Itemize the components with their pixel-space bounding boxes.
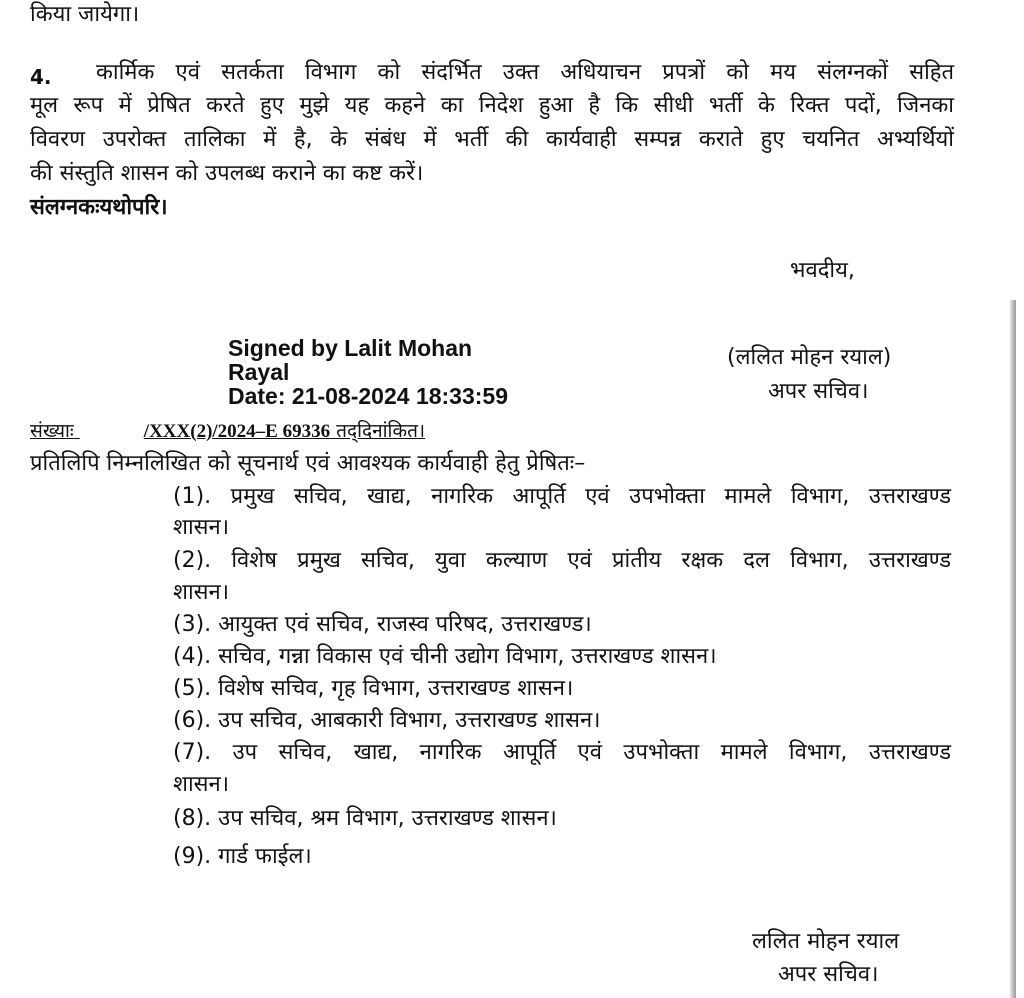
- reference-suffix: तद्‌दिनांकित।: [336, 420, 426, 442]
- reference-label: संख्याः: [30, 420, 74, 442]
- closing-salutation: भवदीय,: [790, 258, 855, 283]
- continuation-line: किया जायेगा।: [30, 2, 140, 27]
- enclosure-note: संलग्नकःयथोपरि।: [30, 195, 168, 220]
- signatory-name: (ललित मोहन रयाल): [727, 345, 892, 370]
- list-item: (6). उप सचिव, आबकारी विभाग, उत्तराखण्ड शासन।: [173, 708, 601, 733]
- list-item: (5). विशेष सचिव, गृह विभाग, उत्तराखण्ड शासन।: [173, 676, 574, 701]
- list-item-continuation: शासन।: [173, 515, 230, 540]
- signature-date: Date: 21-08-2024 18:33:59: [228, 383, 509, 409]
- signature-line: Rayal: [228, 359, 290, 385]
- list-item: (1). प्रमुख सचिव, खाद्य, नागरिक आपूर्ति एवं उपभोक्ता मामले विभाग, उत्तराखण्ड: [173, 484, 951, 509]
- reference-code: /XXX(2)/2024–E 69336: [143, 421, 331, 442]
- bottom-signatory-name: ललित मोहन रयाल: [752, 929, 900, 954]
- list-item: (7). उप सचिव, खाद्य, नागरिक आपूर्ति एवं उपभोक्ता मामले विभाग, उत्तराखण्ड: [173, 740, 951, 765]
- list-item-continuation: शासन।: [173, 580, 230, 605]
- bottom-signatory-designation: अपर सचिव।: [778, 962, 879, 987]
- list-item: (3). आयुक्त एवं सचिव, राजस्व परिषद, उत्तराखण्ड।: [173, 612, 592, 637]
- digital-signature-block: [228, 336, 508, 408]
- copy-intro: प्रतिलिपि निम्नलिखित को सूचनार्थ एवं आवश्यक कार्यवाही हेतु प्रेषितः–: [30, 451, 586, 476]
- signature-line: Signed by Lalit Mohan: [228, 335, 473, 361]
- paragraph-line: कार्मिक एवं सतर्कता विभाग को संदर्भित उक्त अधियाचन प्रपत्रों को मय संलग्नकों सहित: [96, 60, 954, 85]
- page-edge-shadow: [1010, 300, 1016, 998]
- list-item: (9). गार्ड फाईल।: [173, 844, 312, 869]
- list-item: (2). विशेष प्रमुख सचिव, युवा कल्याण एवं प्रांतीय रक्षक दल विभाग, उत्तराखण्ड: [173, 548, 951, 573]
- paragraph-line: मूल रूप में प्रेषित करते हुए मुझे यह कहने का निदेश हुआ है कि सीधी भर्ती के रिक्त पदों, जिनका: [30, 93, 954, 118]
- list-item: (4). सचिव, गन्ना विकास एवं चीनी उद्योग विभाग, उत्तराखण्ड शासन।: [173, 644, 717, 669]
- paragraph-line: की संस्तुति शासन को उपलब्ध कराने का कष्ट करें।: [30, 161, 424, 186]
- reference-number: [30, 418, 425, 445]
- paragraph-line: विवरण उपरोक्त तालिका में है, के संबंध में भर्ती की कार्यवाही सम्पन्न कराते हुए चयनित अभ्यर्थियों: [30, 127, 954, 152]
- list-item-continuation: शासन।: [173, 772, 230, 797]
- list-item: (8). उप सचिव, श्रम विभाग, उत्तराखण्ड शासन।: [173, 806, 557, 831]
- signatory-designation: अपर सचिव।: [768, 379, 869, 404]
- paragraph-number: 4.: [30, 65, 52, 89]
